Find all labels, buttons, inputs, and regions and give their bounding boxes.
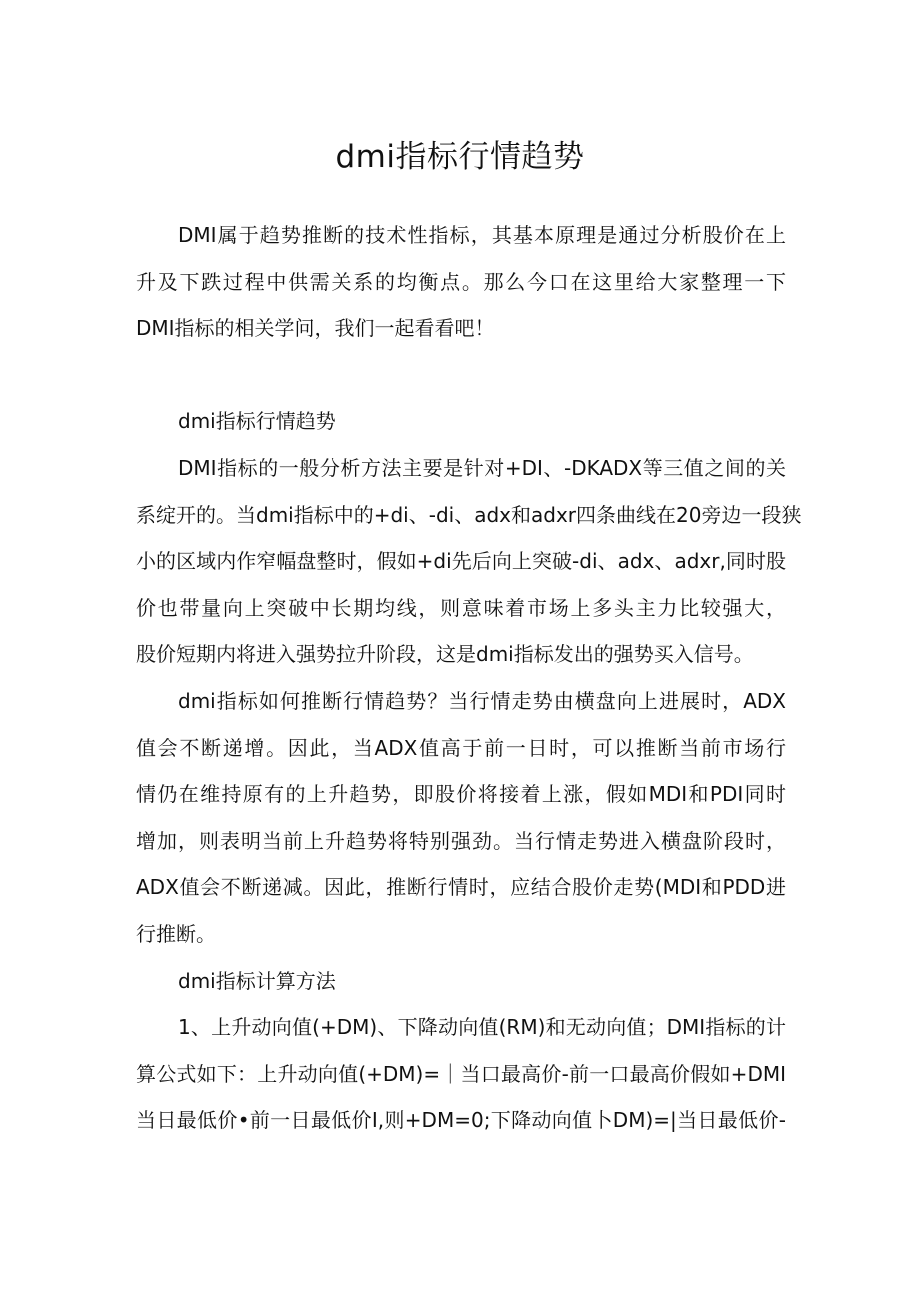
text-line: 当日最低价•前一日最低价I,则+DM=0;下降动向值卜DM)=|当日最低价- <box>136 1108 786 1133</box>
text-line: 价也带量向上突破中长期均线，则意味着市场上多头主力比较强大， <box>136 595 786 620</box>
text-line: 算公式如下：上升动向值(+DM)=｜当口最高价-前一口最高价假如+DMI <box>136 1061 786 1086</box>
text-line: DMI指标的一般分析方法主要是针对+DI、-DKADX等三值之间的关 <box>178 455 786 480</box>
text-line: DMI指标的相关学问，我们一起看看吧！ <box>136 316 495 341</box>
document-body <box>136 212 802 1144</box>
text-line: 行推断。 <box>136 921 216 946</box>
section1-paragraph-1 <box>136 445 802 678</box>
text-line: 增加，则表明当前上升趋势将特别强劲。当行情走势进入横盘阶段时， <box>136 828 786 853</box>
text-line: 系绽开的。当dmi指标中的+di、-di、adx和adxr四条曲线在20旁边一段狭 <box>136 502 802 527</box>
intro-paragraph <box>136 212 786 352</box>
text-line: 值会不断递增。因此，当ADX值高于前一日时，可以推断当前市场行 <box>136 735 786 760</box>
section2-paragraph-1 <box>136 1004 786 1144</box>
section-heading: dmi指标计算方法 <box>178 968 336 993</box>
text-line: 情仍在维持原有的上升趋势，即股价将接着上涨，假如MDI和PDI同时 <box>136 782 786 807</box>
paragraph-gap <box>136 352 786 399</box>
text-line: ADX值会不断递减。因此，推断行情时，应结合股价走势(MDI和PDD进 <box>136 875 786 900</box>
text-line: 小的区域内作窄幅盘整时，假如+di先后向上突破-di、adx、adxr,同时股 <box>136 549 786 574</box>
text-line: dmi指标如何推断行情趋势？当行情走势由横盘向上进展时，ADX <box>178 688 786 713</box>
section1-paragraph-2 <box>136 678 786 958</box>
document-title: dmi指标行情趋势 <box>335 139 585 175</box>
section-heading: dmi指标行情趋势 <box>178 409 336 434</box>
text-line: 股价短期内将进入强势拉升阶段，这是dmi指标发出的强势买入信号。 <box>136 642 754 667</box>
text-line: DMI属于趋势推断的技术性指标，其基本原理是通过分析股价在上 <box>178 223 786 247</box>
text-line: 1、上升动向值(+DM)、下降动向值(RM)和无动向值；DMI指标的计 <box>178 1015 786 1040</box>
text-line: 升及下跌过程中供需关系的均衡点。那么今口在这里给大家整理一下 <box>136 269 786 294</box>
